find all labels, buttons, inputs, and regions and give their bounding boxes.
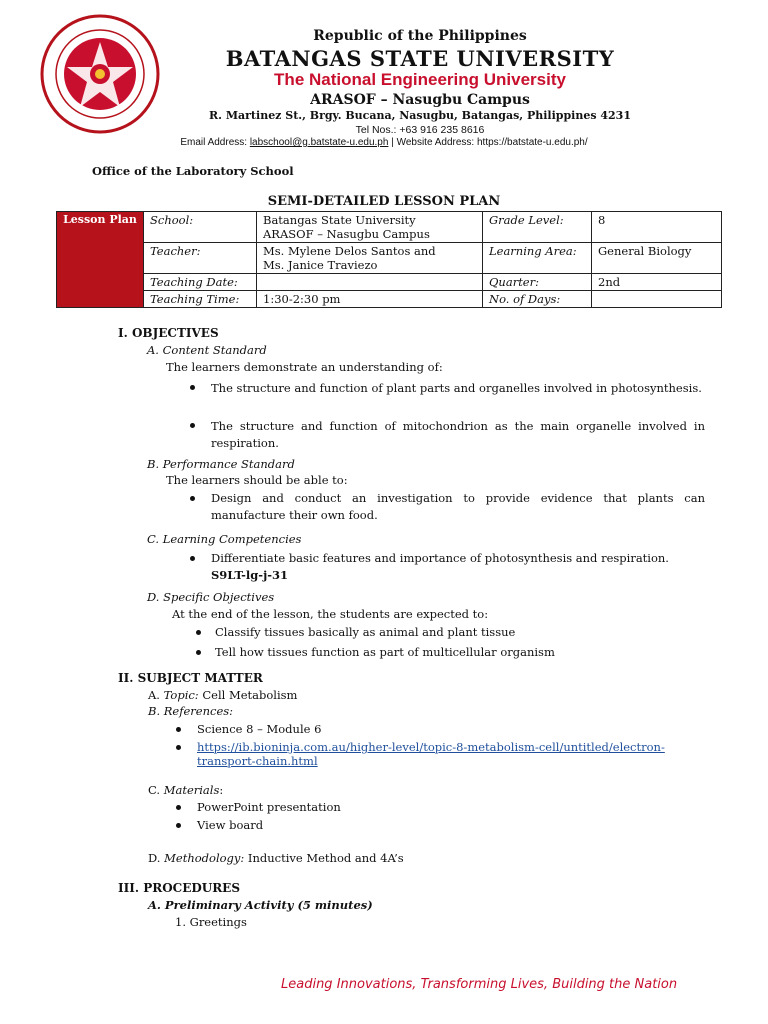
learning-area-value: General Biology [592, 243, 722, 274]
topic-label: Topic: [163, 688, 199, 702]
bullet-icon [196, 630, 201, 635]
motto-part-3: Building the Nation [552, 977, 678, 992]
materials-label: Materials [163, 783, 220, 797]
university-seal-logo [38, 12, 198, 142]
materials-line [148, 782, 223, 799]
motto-part-2: Transforming Lives [420, 977, 544, 992]
reference-link-line2[interactable]: transport-chain.html [197, 754, 318, 768]
motto-separator: , [412, 977, 421, 992]
bullet-icon [196, 650, 201, 655]
school-label: School: [144, 212, 257, 243]
performance-standard-intro: The learners should be able to: [166, 473, 348, 487]
teaching-time-value: 1:30-2:30 pm [257, 291, 483, 308]
footer-motto [281, 977, 677, 992]
contact-line [0, 137, 768, 148]
teacher-value-line1: Ms. Mylene Delos Santos and [263, 244, 436, 258]
specific-objective-2: Tell how tissues function as part of multicellular organism [215, 645, 555, 659]
table-row [57, 291, 722, 308]
methodology-label: Methodology: [164, 851, 245, 865]
university-name: BATANGAS STATE UNIVERSITY [225, 46, 615, 71]
references-title: B. References: [148, 704, 234, 718]
no-of-days-label: No. of Days: [483, 291, 592, 308]
bullet-icon [176, 745, 181, 750]
competency-code: S9LT-lg-j-31 [211, 568, 289, 582]
learning-area-label: Learning Area: [483, 243, 592, 274]
objectives-heading: I. OBJECTIVES [118, 326, 219, 340]
bullet-icon [176, 805, 181, 810]
reference-1: Science 8 – Module 6 [197, 722, 322, 736]
bullet-icon [190, 385, 195, 390]
content-standard-title: A. Content Standard [147, 343, 267, 357]
bullet-icon [190, 423, 195, 428]
topic-marker: A. [148, 688, 164, 702]
teaching-time-label: Teaching Time: [144, 291, 257, 308]
specific-objectives-title: D. Specific Objectives [147, 590, 275, 604]
reference-link-line1[interactable]: https://ib.bioninja.com.au/higher-level/topic-8-metabolism-cell/untitled/electron- [197, 740, 665, 754]
methodology-marker: D. [148, 851, 165, 865]
motto-part-1: Leading Innovations [281, 977, 413, 992]
specific-objectives-intro: At the end of the lesson, the students are expected to: [172, 607, 489, 621]
materials-marker: C. [148, 783, 164, 797]
content-standard-intro: The learners demonstrate an understanding of: [166, 360, 443, 374]
teaching-date-label: Teaching Date: [144, 274, 257, 291]
preliminary-activity-title: A. Preliminary Activity (5 minutes) [148, 898, 373, 912]
school-value-line2: ARASOF – Nasugbu Campus [263, 227, 430, 241]
school-value [257, 212, 483, 243]
topic-value: Cell Metabolism [198, 688, 298, 702]
teacher-label: Teacher: [144, 243, 257, 274]
specific-objective-1: Classify tissues basically as animal and plant tissue [215, 625, 516, 639]
performance-standard-item-1: Design and conduct an investigation to provide evidence that plants can manufacture their own food. [211, 491, 705, 522]
materials-colon: : [219, 783, 224, 797]
content-standard-item-2: The structure and function of mitochondrion as the main organelle involved in respiration. [211, 419, 705, 450]
republic-text: Republic of the Philippines [313, 28, 527, 44]
lesson-plan-info-table [56, 211, 722, 308]
lesson-plan-label: Lesson Plan [57, 212, 144, 308]
quarter-label: Quarter: [483, 274, 592, 291]
bullet-icon [176, 823, 181, 828]
subject-matter-heading: II. SUBJECT MATTER [118, 671, 263, 685]
website-link[interactable]: https://batstate-u.edu.ph/ [477, 137, 588, 148]
learning-competencies-item-1: Differentiate basic features and importance of photosynthesis and respiration. [211, 551, 669, 565]
email-link[interactable]: labschool@g.batstate-u.edu.ph [249, 137, 389, 148]
material-1: PowerPoint presentation [197, 800, 341, 814]
table-row [57, 243, 722, 274]
table-row [57, 274, 722, 291]
campus-address: R. Martinez St., Brgy. Bucana, Nasugbu, Batangas, Philippines 4231 [209, 109, 631, 122]
telephone-numbers: Tel Nos.: +63 916 235 8616 [355, 124, 485, 136]
teacher-value-line2: Ms. Janice Traviezo [263, 258, 378, 272]
grade-level-label: Grade Level: [483, 212, 592, 243]
school-value-line1: Batangas State University [263, 213, 416, 227]
grade-level-value: 8 [592, 212, 722, 243]
content-standard-item-1: The structure and function of plant parts and organelles involved in photosynthesis. [211, 381, 702, 395]
quarter-value: 2nd [592, 274, 722, 291]
university-tagline: The National Engineering University [274, 70, 566, 89]
teaching-date-value [257, 274, 483, 291]
campus-name: ARASOF – Nasugbu Campus [310, 92, 530, 108]
procedure-step-1: 1. Greetings [175, 915, 247, 929]
website-label: | Website Address: [388, 137, 477, 148]
methodology-line [148, 850, 404, 867]
email-label: Email Address: [180, 137, 250, 148]
motto-separator: , [543, 977, 553, 992]
plan-title: SEMI-DETAILED LESSON PLAN [267, 194, 501, 209]
no-of-days-value [592, 291, 722, 308]
bullet-icon [190, 496, 195, 501]
bullet-icon [176, 727, 181, 732]
bullet-icon [190, 556, 195, 561]
teacher-value [257, 243, 483, 274]
learning-competencies-title: C. Learning Competencies [147, 532, 302, 546]
material-2: View board [197, 818, 264, 832]
performance-standard-title: B. Performance Standard [147, 457, 295, 471]
procedures-heading: III. PROCEDURES [118, 881, 240, 895]
topic-line [148, 687, 297, 704]
office-title: Office of the Laboratory School [92, 164, 294, 178]
methodology-value: Inductive Method and 4A’s [244, 851, 404, 865]
table-row [57, 212, 722, 243]
